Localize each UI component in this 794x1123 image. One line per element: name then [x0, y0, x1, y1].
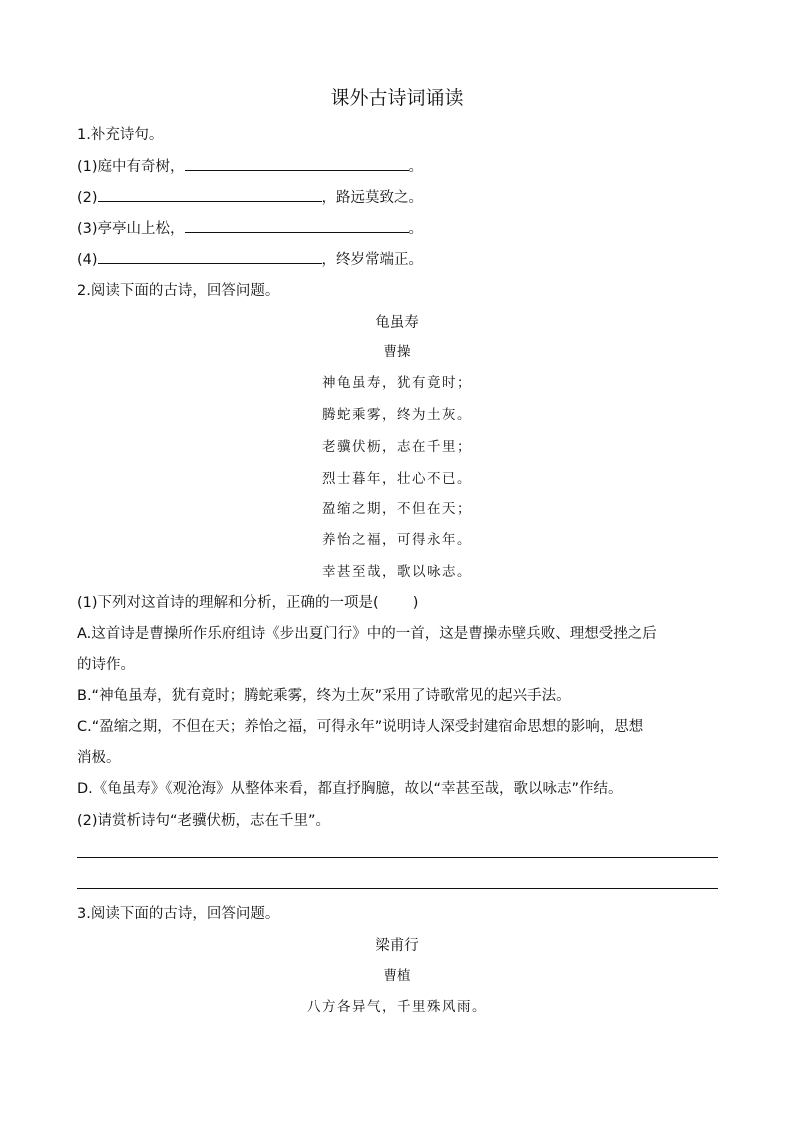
q2-poem-line: 神龟虽寿，犹有竟时；: [322, 375, 472, 391]
answer-line[interactable]: [77, 888, 718, 889]
q2-sub2-stem: (2)请赏析诗句“老骥伏枥，志在千里”。: [77, 813, 331, 829]
page-title: 课外古诗词诵读: [330, 87, 464, 109]
q3-heading: 3.阅读下面的古诗，回答问题。: [77, 906, 280, 922]
q2-option-c-cont: 消极。: [77, 750, 121, 766]
q1-item-4-blank[interactable]: [98, 249, 322, 264]
q1-item-4-before: (4): [77, 252, 98, 268]
q1-item-4-after: ，终岁常端正。: [321, 252, 424, 268]
q2-poem-line: 养怡之福，可得永年。: [322, 532, 472, 548]
q1-heading: 1.补充诗句。: [77, 127, 164, 143]
q2-sub1-close-paren: ): [412, 595, 419, 611]
q2-poem-line: 烈士暮年，壮心不已。: [322, 471, 472, 487]
q2-option-c: C.“盈缩之期，不但在天；养怡之福，可得永年”说明诗人深受封建宿命思想的影响，思想: [77, 719, 644, 735]
q2-sub1-stem: [77, 593, 418, 613]
answer-line[interactable]: [77, 857, 718, 858]
q3-poem-title: 梁甫行: [375, 938, 419, 954]
q3-poem-line: 八方各异气，千里殊风雨。: [307, 999, 487, 1015]
q2-poem-line: 幸甚至哉，歌以咏志。: [322, 564, 472, 580]
q1-item-1-after: 。: [408, 159, 424, 175]
q1-item-3-before: (3)亭亭山上松，: [77, 221, 185, 237]
q1-item-1-before: (1)庭中有奇树，: [77, 159, 185, 175]
q2-option-b: B.“神龟虽寿，犹有竟时；腾蛇乘雾，终为土灰”采用了诗歌常见的起兴手法。: [77, 688, 571, 704]
q2-option-a: A.这首诗是曹操所作乐府组诗《步出夏门行》中的一首，这是曹操赤壁兵败、理想受挫之后: [77, 626, 657, 642]
q1-item-2-blank[interactable]: [98, 187, 322, 202]
q1-item-4: [77, 249, 423, 270]
q2-poem-author: 曹操: [383, 344, 411, 360]
q1-item-2-after: ，路远莫致之。: [321, 190, 424, 206]
q2-option-a-cont: 的诗作。: [77, 657, 135, 673]
q1-item-3: [77, 218, 423, 239]
q2-poem-line: 腾蛇乘雾，终为土灰。: [322, 407, 472, 423]
q2-heading: 2.阅读下面的古诗，回答问题。: [77, 283, 280, 299]
q1-item-3-after: 。: [408, 221, 424, 237]
q1-item-1: [77, 156, 423, 177]
q2-sub1-stem-text: (1)下列对这首诗的理解和分析，正确的一项是(: [77, 595, 379, 611]
q1-item-2-before: (2): [77, 190, 98, 206]
q2-poem-line: 盈缩之期，不但在天；: [322, 501, 472, 517]
q1-item-2: [77, 187, 423, 208]
q2-option-d: D.《龟虽寿》《观沧海》从整体来看，都直抒胸臆，故以“幸甚至哉，歌以咏志”作结。: [77, 781, 623, 797]
q1-item-1-blank[interactable]: [185, 156, 409, 171]
q3-poem-author: 曹植: [383, 968, 411, 984]
q2-poem-line: 老骥伏枥，志在千里；: [322, 439, 472, 455]
q1-item-3-blank[interactable]: [185, 218, 409, 233]
q2-poem-title: 龟虽寿: [375, 315, 419, 331]
